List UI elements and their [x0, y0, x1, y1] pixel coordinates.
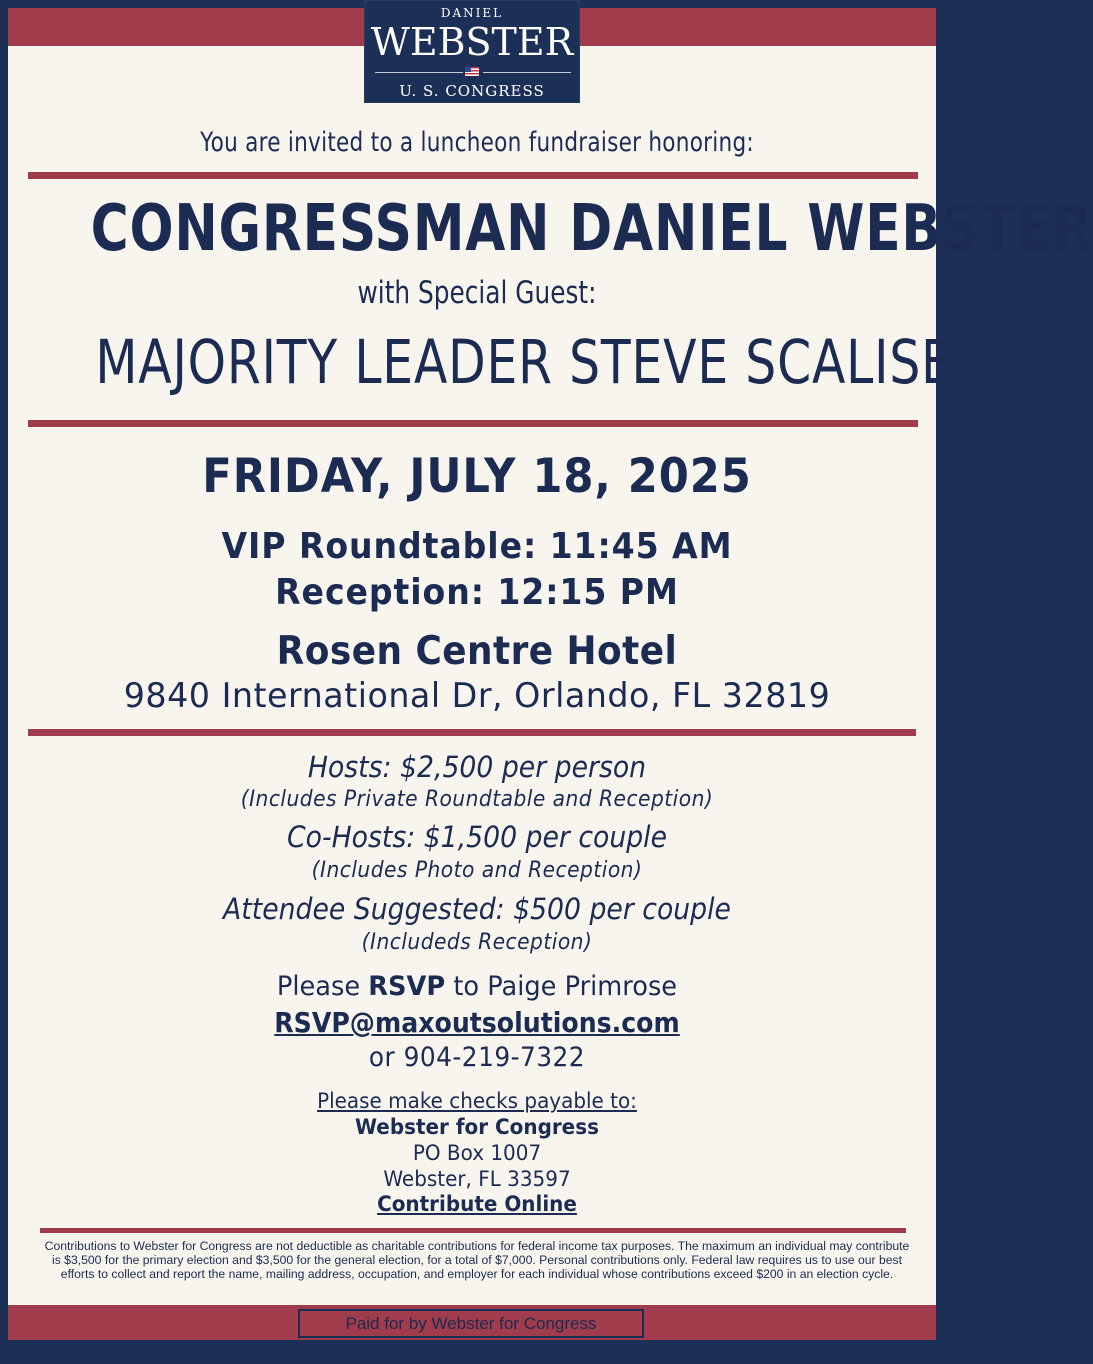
special-guest-name: MAJORITY LEADER STEVE SCALISE [95, 327, 953, 398]
tier-hosts-title: Hosts: $2,500 per person [307, 750, 647, 784]
divider-2 [28, 420, 918, 427]
rsvp-line [24, 971, 930, 1002]
tier-attendee-title: Attendee Suggested: $500 per couple [223, 892, 731, 926]
invite-intro: You are invited to a luncheon fundraiser honoring: [200, 127, 754, 158]
tier-cohosts-includes: (Includes Photo and Reception) [311, 858, 643, 883]
divider-1 [28, 172, 918, 179]
logo-subtitle: U. S. CONGRESS [399, 82, 545, 100]
checks-city: Webster, FL 33597 [383, 1167, 571, 1191]
checks-heading: Please make checks payable to: [317, 1089, 637, 1113]
logo-rule-left [375, 72, 463, 73]
fec-disclaimer: Contributions to Webster for Congress are not deductible as charitable contributions for federal income tax purposes. The maximum an individual may contribute is $3,500 for the primary election and $3,500 for the general election, for a total of $7,000. Personal contributions only. Federal law requires us to use our best efforts to collect and report the name, mailing address, occupation, and employer for each individual whose contributions exceed $200 in an election cycle. [44, 1239, 910, 1281]
rsvp-prefix: Please [276, 971, 369, 1002]
venue-name: Rosen Centre Hotel [276, 629, 678, 674]
vip-roundtable-time: VIP Roundtable: 11:45 AM [221, 526, 733, 567]
webster-congress-logo [364, 0, 580, 103]
rsvp-phone: or 904-219-7322 [368, 1042, 586, 1073]
tier-attendee-includes: (Includeds Reception) [361, 930, 593, 955]
logo-rule-right [483, 72, 571, 73]
divider-4 [40, 1228, 906, 1233]
special-guest-intro: with Special Guest: [357, 275, 597, 311]
rsvp-contact: to Paige Primrose [445, 971, 678, 1002]
checks-payee: Webster for Congress [355, 1115, 599, 1139]
contribute-online-link[interactable]: Contribute Online [377, 1192, 577, 1216]
tier-hosts-includes: (Includes Private Roundtable and Reception) [240, 787, 714, 812]
divider-3 [28, 729, 916, 736]
honoree-name: CONGRESSMAN DANIEL WEBSTER [90, 192, 1093, 266]
flag-icon [465, 67, 479, 76]
venue-address: 9840 International Dr, Orlando, FL 32819 [123, 676, 831, 716]
rsvp-keyword: RSVP [368, 971, 446, 1002]
tier-cohosts-title: Co-Hosts: $1,500 per couple [286, 820, 667, 854]
reception-time: Reception: 12:15 PM [275, 572, 679, 613]
checks-po-box: PO Box 1007 [412, 1141, 542, 1165]
logo-last-name: WEBSTER [370, 20, 574, 64]
event-date: FRIDAY, JULY 18, 2025 [202, 449, 752, 504]
logo-first-name: DANIEL [440, 6, 504, 20]
rsvp-email-link[interactable]: RSVP@maxoutsolutions.com [274, 1006, 680, 1039]
paid-for-by-box: Paid for by Webster for Congress [298, 1309, 644, 1338]
